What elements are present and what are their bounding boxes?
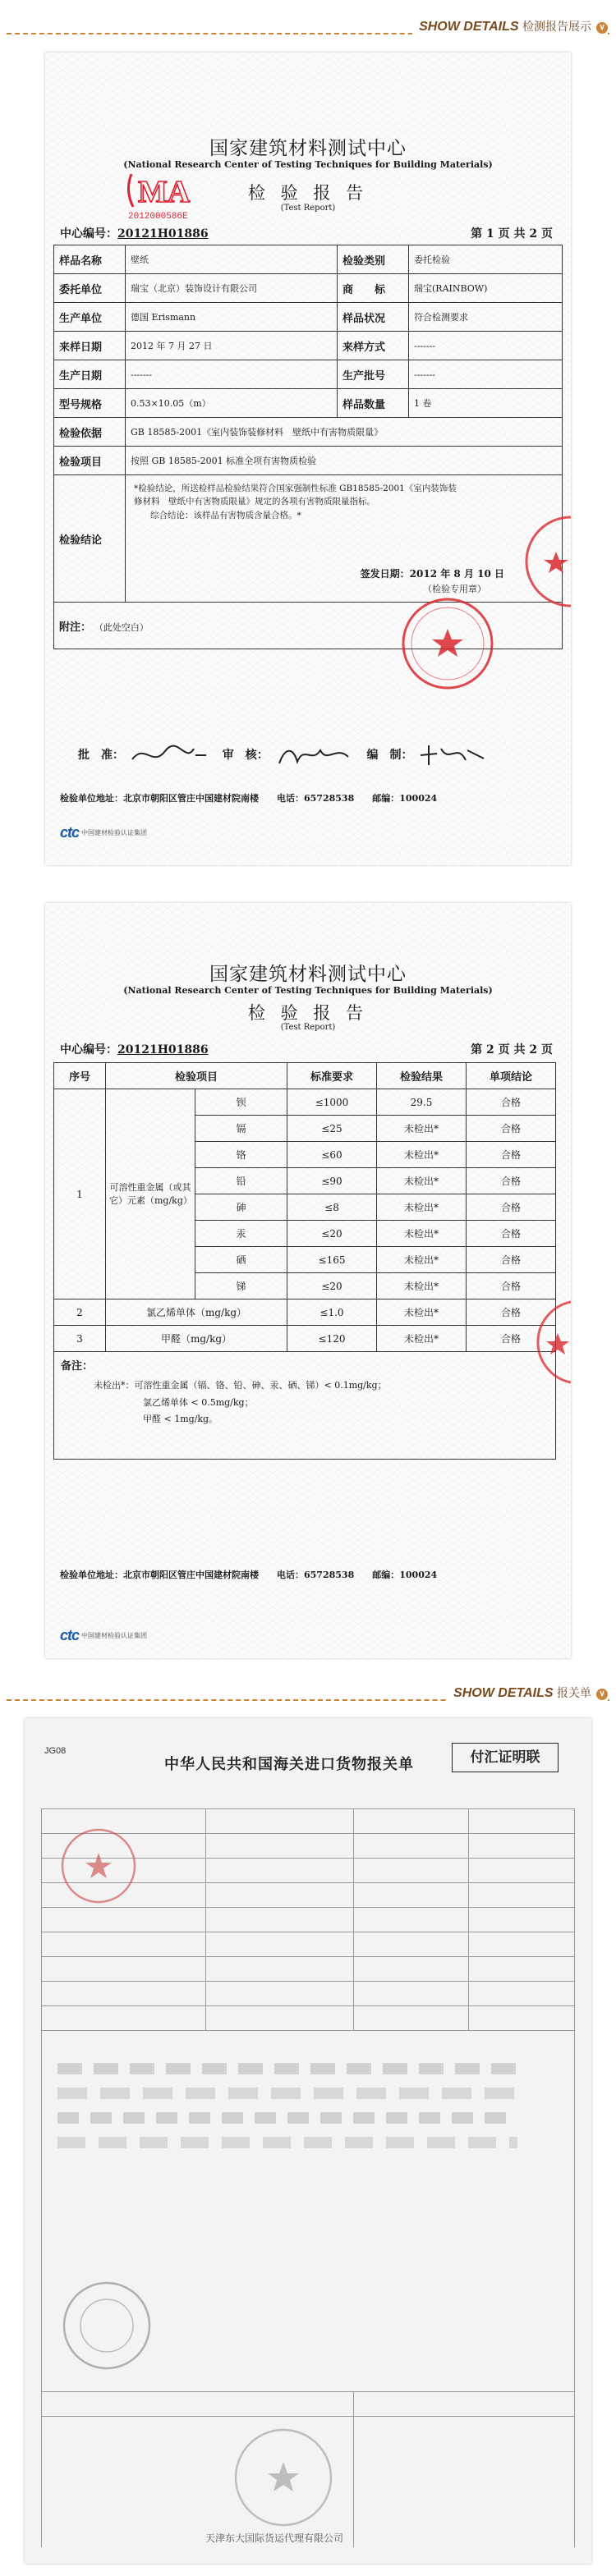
sample-state-label: 样品状况 [338,303,409,332]
arrival-way-label: 来样方式 [338,332,409,360]
result: 未检出* [377,1116,467,1142]
center-name-en: (National Research Center of Testing Techniques for Building Materials) [123,159,493,170]
element-name: 汞 [195,1221,287,1247]
ctc-org-name: 中国建材检验认证集团 [81,829,148,837]
production-date-label: 生产日期 [54,360,126,389]
element-name: 铬 [195,1142,287,1168]
customs-seal [57,2276,156,2379]
requirement: ≤120 [287,1326,377,1352]
goods-row [57,2137,517,2148]
result: 未检出* [377,1247,467,1273]
remarks-label: 备注： [61,1360,94,1373]
section-title [412,18,608,34]
result: 未检出* [377,1221,467,1247]
lab-address: 检验单位地址：北京市朝阳区管庄中国建材院南楼 电话：65728538 邮编：100024 [60,1570,438,1580]
table-row [54,389,563,418]
table-row [54,274,563,303]
cma-number: 2012000586E [128,212,188,222]
conclusion: 合格 [467,1326,556,1352]
group-index: 1 [54,1089,106,1299]
conclusion: 合格 [467,1194,556,1221]
result: 未检出* [377,1142,467,1168]
row-index: 2 [54,1299,106,1326]
sign-date: 签发日期：2012 年 8 月 10 日 [360,568,504,580]
production-date-value: ------- [126,360,338,389]
ctc-logo-text: ctc [60,824,80,841]
requirement: ≤20 [287,1273,377,1299]
conclusion-text: *检验结论，所送检样品检验结果符合国家强制性标准 GB18585-2001《室内装饰装修材料 壁纸中有害物质限量》规定的各项有害物质限量指标。 [134,484,457,507]
test-results-table [53,1062,556,1460]
report-title: 检 验 报 告 [247,1003,369,1023]
form-line [41,2391,575,2392]
report-number-label: 中心编号： [60,227,117,241]
chevron-down-icon: ∨ [596,1689,608,1700]
form-line [41,1956,575,1957]
compile-signature [416,739,490,772]
table-row [54,1299,556,1326]
form-line [41,1981,575,1982]
table-row [54,418,563,447]
test-type-label: 检验类别 [338,245,409,274]
ctc-logo-text: ctc [60,1627,80,1643]
inspection-seal [398,594,497,696]
center-name-en: (National Research Center of Testing Techniques for Building Materials) [123,985,493,996]
row-index: 3 [54,1326,106,1352]
center-name: 国家建筑材料测试中心 [209,138,407,159]
col-header-requirement: 标准要求 [287,1063,377,1089]
client-label: 委托单位 [54,274,126,303]
form-line [353,1808,354,2030]
goods-row [57,2112,517,2124]
remark-note-2: 氯乙烯单体 < 0.5mg/kg； [143,1396,254,1408]
table-row [54,332,563,360]
requirement: ≤60 [287,1142,377,1168]
report-number-value: 20121H01886 [117,1043,209,1057]
compile-label: 编 制： [366,749,413,762]
producer-label: 生产单位 [54,303,126,332]
section-title-cn: 检测报告展示 [522,20,591,33]
requirement: ≤165 [287,1247,377,1273]
section-title-en: SHOW DETAILS [419,20,519,34]
review-signature [273,739,363,772]
ctc-org-name: 中国建材检验认证集团 [81,1632,148,1639]
result: 未检出* [377,1194,467,1221]
conclusion: 合格 [467,1299,556,1326]
goods-row [57,2063,517,2074]
goods-row [57,2088,517,2099]
col-header-result: 检验结果 [377,1063,467,1089]
customs-declaration [25,1718,591,2564]
element-name: 镉 [195,1116,287,1142]
element-name: 砷 [195,1194,287,1221]
report-title-en: (Test Report) [280,1023,336,1032]
overall-conclusion: 综合结论：该样品有害物质含量合格。* [150,510,301,520]
conclusion: 合格 [467,1221,556,1247]
payment-certificate-label: 付汇证明联 [452,1743,559,1772]
table-row [54,475,563,603]
basis-label: 检验依据 [54,418,126,447]
conclusion: 合格 [467,1247,556,1273]
section-title [447,1684,608,1701]
sample-name-label: 样品名称 [54,245,126,274]
table-row [54,303,563,332]
spec-value: 0.53×10.05（m） [126,389,338,418]
brand-value: 瑞宝(RAINBOW) [409,274,563,303]
stamp-note: （检验专用章） [423,584,486,594]
batch-value: ------- [409,360,563,389]
form-line [41,2030,575,2031]
section-title-cn: 报关单 [557,1686,591,1699]
result: 未检出* [377,1326,467,1352]
result: 未检出* [377,1273,467,1299]
spec-label: 型号规格 [54,389,126,418]
report-number [60,225,209,241]
lab-address: 检验单位地址：北京市朝阳区管庄中国建材院南楼 电话：65728538 邮编：100024 [60,793,438,804]
requirement: ≤25 [287,1116,377,1142]
approve-label: 批 准： [78,749,124,762]
quantity-value: 1 卷 [409,389,563,418]
result: 未检出* [377,1168,467,1194]
section-title-en: SHOW DETAILS [453,1686,554,1700]
arrival-date-value: 2012 年 7 月 27 日 [126,332,338,360]
ctc-logo [60,1627,147,1644]
center-name: 国家建筑材料测试中心 [209,964,407,985]
report-title-en: (Test Report) [280,204,336,213]
report-info-table [53,245,563,649]
result: 29.5 [377,1089,467,1116]
element-name: 铅 [195,1168,287,1194]
requirement: ≤20 [287,1221,377,1247]
remark-note-1: 未检出*：可溶性重金属（镉、铬、铅、砷、汞、硒、锑）< 0.1mg/kg； [94,1379,387,1391]
item-name: 氯乙烯单体（mg/kg） [106,1299,287,1326]
conclusion: 合格 [467,1168,556,1194]
form-line [205,1808,206,2030]
arrival-date-label: 来样日期 [54,332,126,360]
conclusion: 合格 [467,1142,556,1168]
form-line [574,1808,575,2547]
col-header-item: 检验项目 [106,1063,287,1089]
section-header-reports [0,7,616,39]
arrival-way-value: ------- [409,332,563,360]
sample-name-value: 壁纸 [126,245,338,274]
signature-row [78,739,490,772]
test-type-value: 委托检验 [409,245,563,274]
table-row [54,447,563,475]
item-name: 甲醛（mg/kg） [106,1326,287,1352]
chevron-down-icon: ∨ [596,22,608,34]
report-number-label: 中心编号： [60,1043,117,1057]
conclusion: 合格 [467,1089,556,1116]
result: 未检出* [377,1299,467,1326]
batch-label: 生产批号 [338,360,409,389]
test-report-page-2 [45,903,571,1658]
table-row [54,1326,556,1352]
report-title: 检 验 报 告 [247,183,369,203]
remarks-value: （此处空白） [94,621,149,633]
partial-seal [530,1297,571,1391]
remarks-cell [54,1352,556,1460]
form-line [353,2391,354,2547]
producer-value: 德国 Erismann [126,303,338,332]
remarks-label: 附注： [59,621,92,634]
requirement: ≤1.0 [287,1299,377,1326]
declaration-title: 中华人民共和国海关进口货物报关单 [164,1756,414,1772]
requirement: ≤8 [287,1194,377,1221]
test-items-label: 检验项目 [54,447,126,475]
approve-signature [128,739,218,772]
client-value: 瑞宝（北京）装饰设计有限公司 [126,274,338,303]
conclusion: 合格 [467,1116,556,1142]
table-row [54,360,563,389]
page-indicator: 第 2 页 共 2 页 [471,1043,553,1057]
element-name: 硒 [195,1247,287,1273]
requirement: ≤90 [287,1168,377,1194]
quantity-label: 样品数量 [338,389,409,418]
table-header-row [54,1063,556,1089]
test-items-value: 按照 GB 18585-2001 标准全项有害物质检验 [126,447,563,475]
table-row [54,1352,556,1460]
report-number-value: 20121H01886 [117,227,209,241]
col-header-conclusion: 单项结论 [467,1063,556,1089]
requirement: ≤1000 [287,1089,377,1116]
test-report-page-1 [45,53,571,865]
page-indicator: 第 1 页 共 2 页 [471,227,553,241]
remark-note-3: 甲醛 < 1mg/kg。 [143,1414,218,1425]
report-number [60,1041,209,1057]
form-line [41,1808,42,2547]
cma-letters: MA [138,175,191,209]
review-label: 审 核： [222,749,269,762]
ctc-logo [60,824,147,841]
sample-state-value: 符合检测要求 [409,303,563,332]
col-header-index: 序号 [54,1063,106,1089]
form-line [41,2416,575,2417]
agent-name: 天津东大国际货运代理有限公司 [205,2532,344,2544]
form-line [41,1808,575,1809]
table-row [54,245,563,274]
group-name: 可溶性重金属（或其它）元素（mg/kg） [106,1089,195,1299]
company-seal [57,1825,140,1911]
partial-seal [523,512,571,614]
section-header-customs [0,1673,616,1706]
conclusion-label: 检验结论 [54,475,126,603]
brand-label: 商 标 [338,274,409,303]
form-line [468,1808,469,2030]
form-line [41,2005,575,2006]
agent-seal [230,2424,337,2535]
element-name: 锑 [195,1273,287,1299]
conclusion: 合格 [467,1273,556,1299]
table-row [54,1089,556,1116]
conclusion-cell [126,475,563,603]
element-name: 钡 [195,1089,287,1116]
form-code: JG08 [44,1746,67,1756]
basis-value: GB 18585-2001《室内装饰装修材料 壁纸中有害物质限量》 [126,418,563,447]
